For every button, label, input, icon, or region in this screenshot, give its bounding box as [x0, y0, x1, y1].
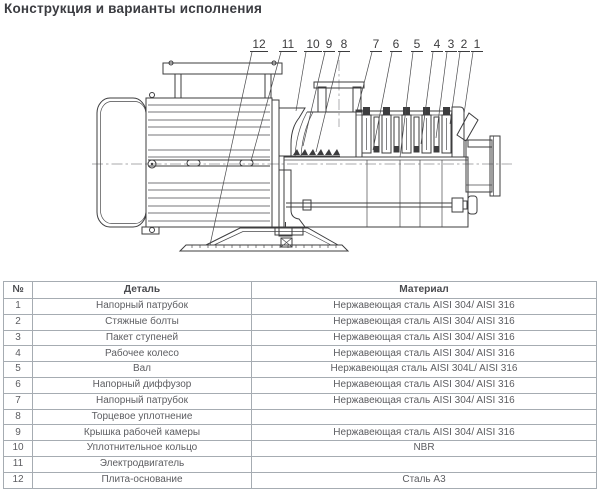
cover-bolt-top: [150, 93, 155, 98]
pump-bracket: [272, 100, 340, 235]
mechanical-seal: [290, 149, 340, 156]
parts-table: [3, 281, 597, 489]
material-name: Сталь А3: [252, 472, 597, 488]
table-header-row: [4, 282, 597, 299]
part-name: Электродвигатель: [33, 456, 252, 472]
leader-line-11: [251, 52, 281, 161]
part-name: Напорный патрубок: [33, 393, 252, 409]
material-name: Нержавеющая сталь AISI 304/ AISI 316: [252, 314, 597, 330]
leader-line-1: [464, 52, 473, 114]
material-name: Нержавеющая сталь AISI 304/ AISI 316: [252, 425, 597, 441]
table-row: [4, 441, 597, 457]
row-number: 9: [4, 425, 33, 441]
base-plate: [180, 222, 348, 251]
material-name: [252, 409, 597, 425]
material-name: Нержавеющая сталь AISI 304/ AISI 316: [252, 299, 597, 315]
pump-barrel: [284, 157, 468, 227]
leader-line-9: [303, 52, 325, 146]
part-name: Крышка рабочей камеры: [33, 425, 252, 441]
row-number: 8: [4, 409, 33, 425]
discharge-port: [307, 82, 364, 112]
material-name: Нержавеющая сталь AISI 304L/ AISI 316: [252, 362, 597, 378]
column-header-1: Деталь: [33, 282, 252, 299]
row-number: 2: [4, 314, 33, 330]
callout-label-7: 7: [372, 37, 380, 51]
leader-line-8: [316, 52, 340, 152]
motor-fins: [148, 105, 270, 221]
row-number: 6: [4, 377, 33, 393]
part-name: Стяжные болты: [33, 314, 252, 330]
fan-cover: [97, 98, 146, 227]
table-row: [4, 393, 597, 409]
callout-label-4: 4: [433, 37, 441, 51]
cover-bolt-bottom: [150, 228, 155, 233]
material-name: NBR: [252, 441, 597, 457]
stage-stack: [356, 107, 464, 157]
terminal-box: [163, 61, 282, 98]
table-row: [4, 314, 597, 330]
part-name: Торцевое уплотнение: [33, 409, 252, 425]
callout-label-2: 2: [460, 37, 468, 51]
row-number: 7: [4, 393, 33, 409]
leader-line-10: [296, 52, 306, 111]
material-name: Нержавеющая сталь AISI 304/ AISI 316: [252, 330, 597, 346]
part-name: Плита-основание: [33, 472, 252, 488]
page-title: Конструкция и варианты исполнения: [4, 1, 263, 16]
row-number: 4: [4, 346, 33, 362]
table-row: [4, 362, 597, 378]
table-row: [4, 409, 597, 425]
electric-motor-drawing: [97, 61, 282, 234]
callout-label-1: 1: [473, 37, 481, 51]
row-number: 11: [4, 456, 33, 472]
material-name: [252, 456, 597, 472]
table-row: [4, 377, 597, 393]
callout-label-8: 8: [340, 37, 348, 51]
table-row: [4, 456, 597, 472]
row-number: 1: [4, 299, 33, 315]
row-number: 12: [4, 472, 33, 488]
table-row: [4, 330, 597, 346]
tie-bolt: [286, 198, 467, 212]
row-number: 3: [4, 330, 33, 346]
material-name: Нержавеющая сталь AISI 304/ AISI 316: [252, 377, 597, 393]
row-number: 5: [4, 362, 33, 378]
table-row: [4, 425, 597, 441]
callout-label-11: 11: [281, 37, 295, 51]
callout-label-3: 3: [447, 37, 455, 51]
part-name: Вал: [33, 362, 252, 378]
part-name: Пакет ступеней: [33, 330, 252, 346]
table-row: [4, 299, 597, 315]
material-name: Нержавеющая сталь AISI 304/ AISI 316: [252, 346, 597, 362]
callout-label-6: 6: [392, 37, 400, 51]
leader-line-12: [210, 52, 252, 245]
row-number: 10: [4, 441, 33, 457]
table-row: [4, 472, 597, 488]
part-name: Напорный диффузор: [33, 377, 252, 393]
table-row: [4, 346, 597, 362]
callout-label-9: 9: [325, 37, 333, 51]
part-name: Напорный патрубок: [33, 299, 252, 315]
part-name: Рабочее колесо: [33, 346, 252, 362]
column-header-0: №: [4, 282, 33, 299]
callout-label-10: 10: [306, 37, 320, 51]
column-header-2: Материал: [252, 282, 597, 299]
leader-line-2: [450, 52, 460, 124]
callout-label-5: 5: [413, 37, 421, 51]
callout-label-12: 12: [252, 37, 266, 51]
part-name: Уплотнительное кольцо: [33, 441, 252, 457]
material-name: Нержавеющая сталь AISI 304/ AISI 316: [252, 393, 597, 409]
